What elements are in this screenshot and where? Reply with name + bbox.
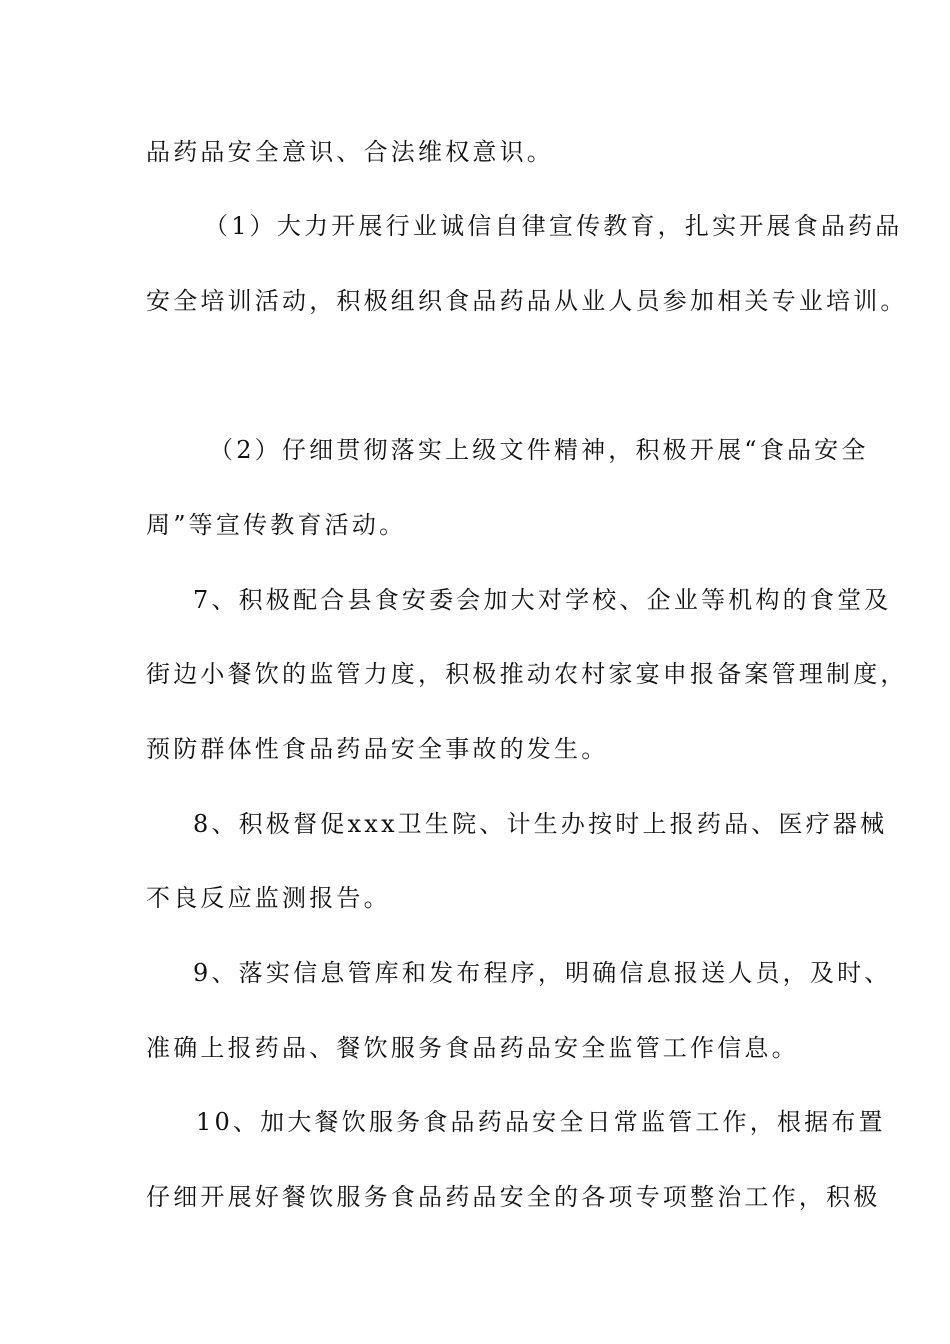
paragraph-line-12: 准确上报药品、餐饮服务食品药品安全监管工作信息。	[146, 1034, 799, 1062]
paragraph-line-14: 仔细开展好餐饮服务食品药品安全的各项专项整治工作，积极	[146, 1183, 881, 1211]
paragraph-line-2: （1）大力开展行业诚信自律宣传教育，扎实开展食品药品	[204, 212, 903, 240]
paragraph-line-1: 品药品安全意识、合法维权意识。	[146, 138, 554, 166]
paragraph-line-10: 不良反应监测报告。	[146, 884, 391, 912]
paragraph-line-9: 8、积极督促xxx卫生院、计生办按时上报药品、医疗器械	[193, 810, 888, 838]
paragraph-line-3: 安全培训活动，积极组织食品药品从业人员参加相关专业培训。	[146, 287, 908, 315]
paragraph-line-5: 周”等宣传教育活动。	[146, 511, 407, 539]
paragraph-line-6: 7、积极配合县食安委会加大对学校、企业等机构的食堂及	[193, 586, 892, 614]
paragraph-line-8: 预防群体性食品药品安全事故的发生。	[146, 735, 609, 763]
paragraph-line-7: 街边小餐饮的监管力度，积极推动农村家宴申报备案管理制度，	[146, 660, 908, 688]
paragraph-line-4: （2）仔细贯彻落实上级文件精神，积极开展“食品安全	[209, 436, 869, 464]
paragraph-line-13: 10、加大餐饮服务食品药品安全日常监管工作，根据布置	[196, 1108, 886, 1136]
paragraph-line-11: 9、落实信息管库和发布程序，明确信息报送人员，及时、	[193, 959, 892, 987]
